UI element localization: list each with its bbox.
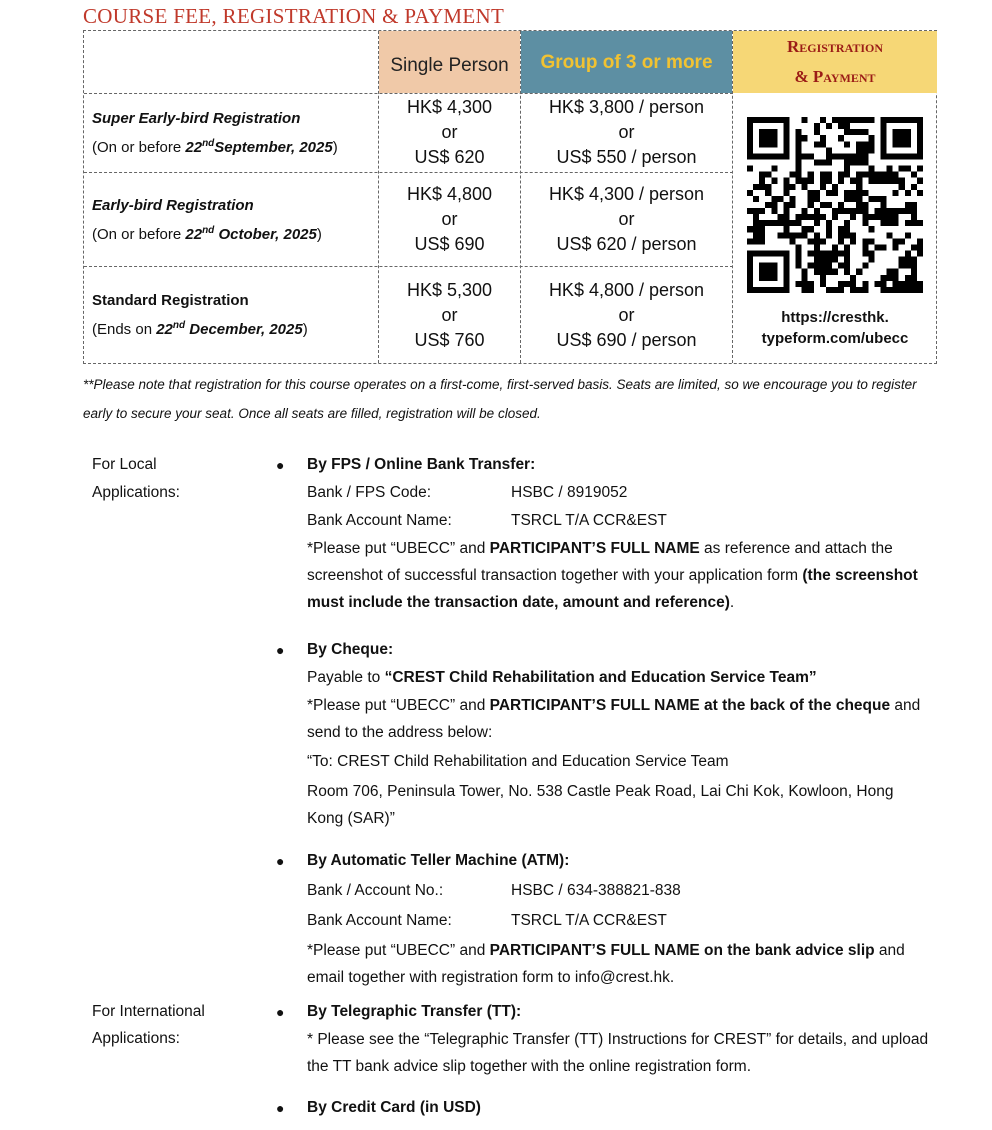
atm-title: By Automatic Teller Machine (ATM): [307, 852, 570, 869]
bullet-icon: ● [276, 1100, 285, 1116]
tier-standard [84, 267, 378, 363]
registration-link[interactable]: https://cresthk. typeform.com/ubecc [761, 309, 909, 347]
registration-qr-block [733, 117, 937, 363]
tier-date: (Ends on 22nd December, 2025) [92, 320, 308, 338]
tier-date: (On or before 22nd October, 2025) [92, 224, 322, 243]
fps-account-row: Bank Account Name: TSRCL T/A CCR&EST [307, 512, 667, 529]
bullet-icon: ● [276, 642, 285, 658]
section-title: COURSE FEE, REGISTRATION & PAYMENT [83, 4, 505, 28]
price-group-standard: HK$ 4,800 / person or US$ 690 / person [548, 279, 705, 350]
payment-atm [307, 847, 932, 991]
payment-cheque [307, 636, 932, 832]
payment-credit-card [307, 1094, 932, 1122]
atm-name-row: Bank Account Name: TSRCL T/A CCR&EST [307, 912, 667, 929]
header-reg-line1: Registration [786, 37, 884, 56]
cheque-address-line1: “To: CREST Child Rehabilitation and Education Service Team [307, 753, 729, 770]
tier-name: Early-bird Registration [92, 196, 254, 214]
bullet-icon: ● [276, 1004, 285, 1020]
qr-code-icon[interactable] [747, 117, 923, 293]
price-group-super-early: HK$ 3,800 / person or US$ 550 / person [548, 97, 705, 167]
price-single-early: HK$ 4,800 or US$ 690 [406, 184, 493, 254]
price-single-standard: HK$ 5,300 or US$ 760 [406, 279, 493, 350]
tier-early-bird [84, 173, 378, 266]
payment-fps [307, 451, 932, 616]
tier-super-early-bird [84, 94, 378, 172]
bullet-icon: ● [276, 457, 285, 473]
tt-title: By Telegraphic Transfer (TT): [307, 1003, 522, 1020]
international-applications-label: For International Applications: [92, 1003, 205, 1047]
cheque-payable: Payable to “CREST Child Rehabilitation and Education Service Team” [307, 669, 817, 686]
atm-instructions: *Please put “UBECC” and PARTICIPANT’S FULL NAME on the bank advice slip and email together with registration form to info@crest.hk. [307, 942, 905, 986]
registration-note: **Please note that registration for this course operates on a first-come, first-served basis. Seats are limited, so we encourage you to register early to secure your seat. Once all seats are filled, registration will be closed. [83, 377, 917, 421]
tier-date: (On or before 22ndSeptember, 2025) [92, 138, 338, 156]
fps-code-row: Bank / FPS Code: HSBC / 8919052 [307, 484, 628, 501]
header-group: Group of 3 or more [521, 31, 732, 93]
fps-instructions: *Please put “UBECC” and PARTICIPANT’S FULL NAME as reference and attach the screenshot of successful transaction together with your application form (the screenshot must include the transaction date, amount and reference). [307, 540, 918, 611]
cheque-title: By Cheque: [307, 641, 394, 658]
price-single-super-early: HK$ 4,300 or US$ 620 [406, 97, 493, 167]
bullet-icon: ● [276, 853, 285, 869]
price-group-early: HK$ 4,300 / person or US$ 620 / person [548, 184, 705, 254]
header-single-person: Single Person [379, 31, 520, 93]
atm-account-row: Bank / Account No.: HSBC / 634-388821-838 [307, 882, 681, 899]
payment-tt [307, 998, 932, 1080]
cheque-instructions: *Please put “UBECC” and PARTICIPANT’S FULL NAME at the back of the cheque and send to the address below: [307, 697, 921, 741]
credit-card-title: By Credit Card (in USD) [307, 1099, 481, 1116]
tt-instructions: * Please see the “Telegraphic Transfer (TT) Instructions for CREST” for details, and upload the TT bank advice slip together with the online registration form. [307, 1031, 929, 1075]
header-registration-payment [733, 31, 937, 93]
fps-title: By FPS / Online Bank Transfer: [307, 456, 536, 473]
fee-table [83, 30, 937, 364]
cheque-address-line2: Room 706, Peninsula Tower, No. 538 Castle Peak Road, Lai Chi Kok, Kowloon, Hong Kong (SAR)” [307, 783, 894, 827]
tier-name: Super Early-bird Registration [92, 110, 301, 127]
header-reg-line2: & Payment [794, 67, 876, 86]
tier-name: Standard Registration [92, 292, 249, 309]
local-applications-label: For Local Applications: [92, 456, 180, 501]
